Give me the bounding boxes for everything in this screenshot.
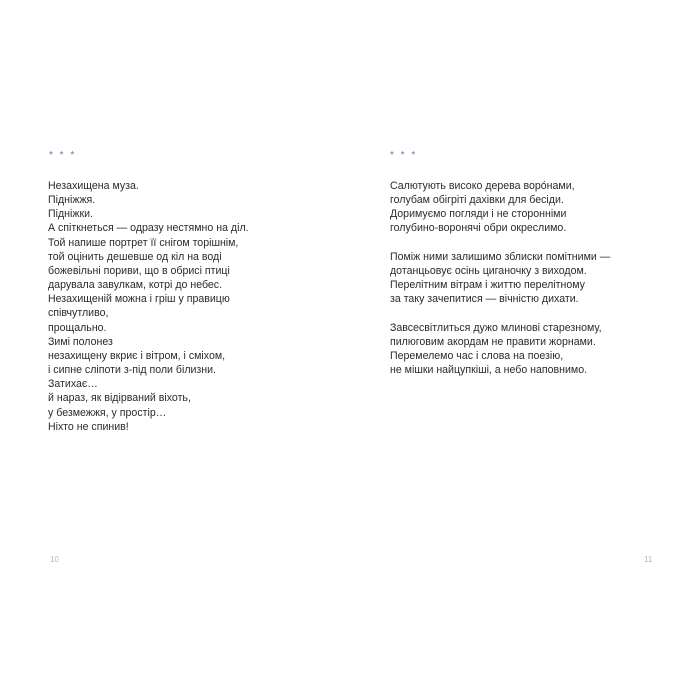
poem-line: Завсесвітлиться дужо млинові старезному, <box>390 321 602 334</box>
poem-line: Затихає… <box>48 378 98 391</box>
page-number: 10 <box>50 555 59 564</box>
section-ornament: * * * <box>390 150 418 161</box>
poem-line: пилюговим акордам не правити жорнами. <box>390 335 596 348</box>
section-ornament: * * * <box>49 150 77 161</box>
poem-line: Той напише портрет її снігом торішнім, <box>48 236 239 249</box>
poem-line: дотанцьовує осінь циганочку з виходом. <box>390 264 587 277</box>
poem-line: Підніжжя. <box>48 194 96 207</box>
stanza-break <box>390 306 610 320</box>
poem-right <box>390 179 610 377</box>
poem-line: А спіткнеться — одразу нестямно на діл. <box>48 222 249 235</box>
poem-line: Салютують високо дерева воро́нами, <box>390 180 575 192</box>
poem-line: Ніхто не спинив! <box>48 420 129 433</box>
poem-left <box>48 179 249 434</box>
poem-line: прощально. <box>48 321 107 334</box>
poem-line: Перелітним вітрам і життю перелітному <box>390 279 585 292</box>
right-page <box>350 0 700 700</box>
poem-line: у безмежжя, у простір… <box>48 406 167 419</box>
poem-line: голубам обігріті дахівки для бесіди. <box>390 194 564 207</box>
poem-line: співчутливо, <box>48 307 109 320</box>
poem-line: той оцінить дешевше од кіл на воді <box>48 250 222 263</box>
poem-line: й нараз, як відірваний віхоть, <box>48 392 191 405</box>
poem-line: Перемелемо час і слова на поезію, <box>390 349 564 362</box>
poem-line: божевільні пориви, що в обрисі птиці <box>48 264 230 277</box>
poem-line: не мішки найцупкіші, а небо наповнимо. <box>390 364 588 376</box>
poem-line: Поміж ними залишимо зблиски помітними — <box>390 250 611 263</box>
stanza-break <box>390 236 610 250</box>
page-number: 11 <box>644 555 653 564</box>
poem-line: Доримуємо погляди і не сторонніми <box>390 208 567 221</box>
poem-line: голубино-воронячі обри окреслимо. <box>390 222 567 235</box>
poem-line: за таку зачепитися — вічністю дихати. <box>390 293 579 306</box>
poem-line: Незахищена муза. <box>48 180 139 192</box>
poem-line: і сипне сліпоти з-під поли білизни. <box>48 364 216 377</box>
poem-line: Незахищеній можна і гріш у правицю <box>48 293 230 306</box>
poem-line: Підніжки. <box>48 208 93 221</box>
poem-line: незахищену вкриє і вітром, і сміхом, <box>48 349 226 362</box>
poem-line: дарувала завулкам, котрі до небес. <box>48 279 223 292</box>
poem-line: Зимі полонез <box>48 335 113 348</box>
